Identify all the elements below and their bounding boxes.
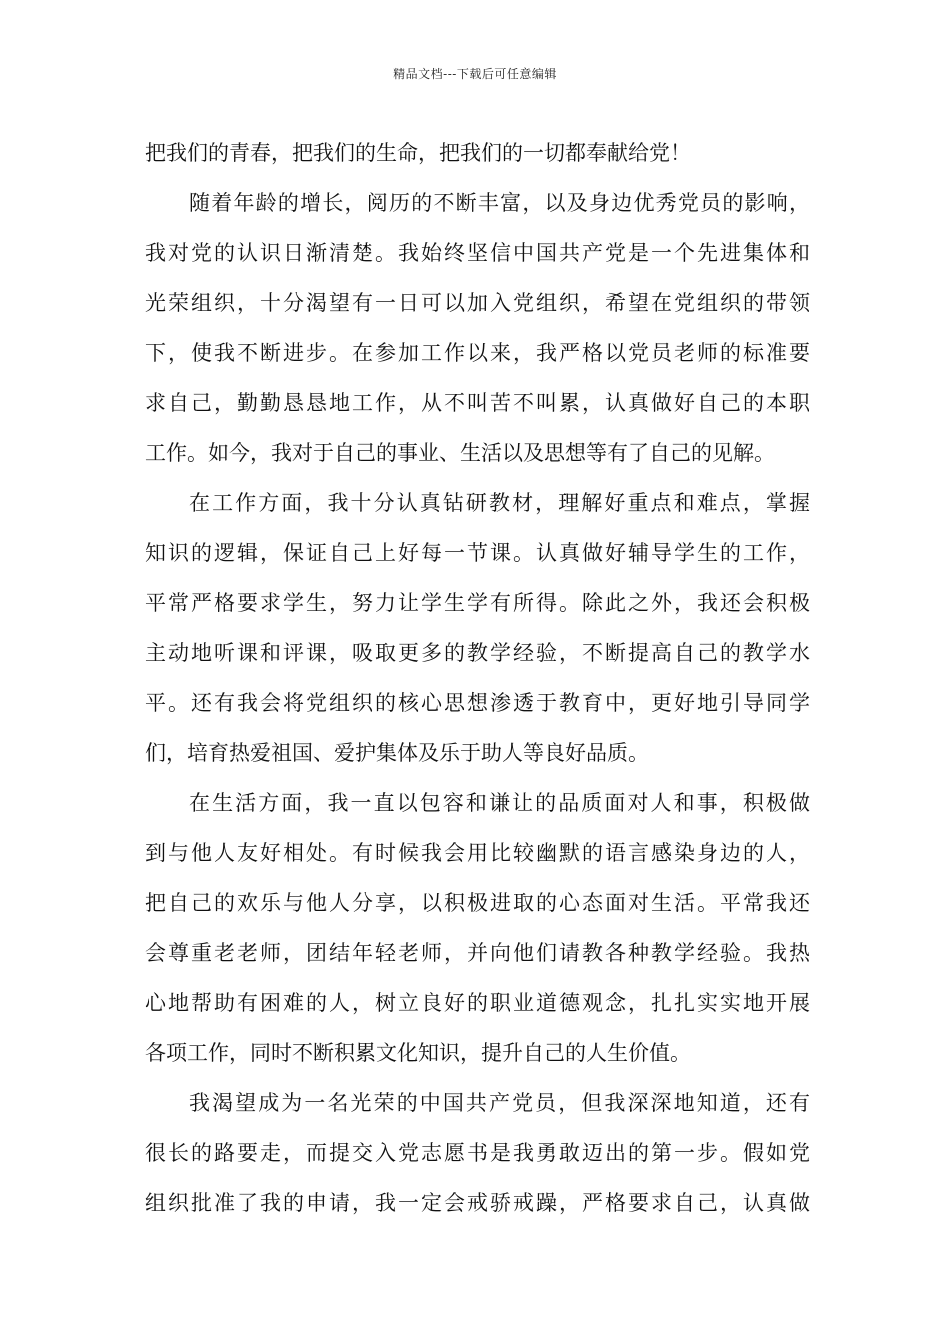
text-line: 在生活方面，我一直以包容和谦让的品质面对人和事，积极做 (189, 791, 810, 815)
text-line: 会尊重老老师，团结年轻老师，并向他们请教各种教学经验。我热 (145, 941, 810, 965)
document-body (145, 128, 810, 1228)
text-line: 知识的逻辑，保证自己上好每一节课。认真做好辅导学生的工作， (145, 541, 810, 565)
text-line: 我对党的认识日渐清楚。我始终坚信中国共产党是一个先进集体和 (145, 241, 810, 265)
text-line: 把我们的青春，把我们的生命，把我们的一切都奉献给党！ (145, 141, 691, 165)
text-line: 下，使我不断进步。在参加工作以来，我严格以党员老师的标准要 (145, 341, 810, 365)
text-line: 各项工作，同时不断积累文化知识，提升自己的人生价值。 (145, 1041, 691, 1065)
text-line: 们，培育热爱祖国、爱护集体及乐于助人等良好品质。 (145, 741, 649, 765)
text-line: 我渴望成为一名光荣的中国共产党员，但我深深地知道，还有 (189, 1091, 810, 1115)
text-line: 平。还有我会将党组织的核心思想渗透于教育中，更好地引导同学 (145, 691, 810, 715)
text-line: 光荣组织，十分渴望有一日可以加入党组织，希望在党组织的带领 (145, 291, 810, 315)
paragraph (145, 478, 810, 778)
paragraph (145, 778, 810, 1078)
text-line: 求自己，勤勤恳恳地工作，从不叫苦不叫累，认真做好自己的本职 (145, 391, 810, 415)
text-line: 工作。如今，我对于自己的事业、生活以及思想等有了自己的见解。 (145, 441, 775, 465)
text-line: 主动地听课和评课，吸取更多的教学经验，不断提高自己的教学水 (145, 641, 810, 665)
text-line: 心地帮助有困难的人，树立良好的职业道德观念，扎扎实实地开展 (145, 991, 810, 1015)
text-line: 很长的路要走，而提交入党志愿书是我勇敢迈出的第一步。假如党 (145, 1141, 810, 1165)
paragraph (145, 1078, 810, 1228)
text-line: 随着年龄的增长，阅历的不断丰富，以及身边优秀党员的影响， (189, 191, 810, 215)
paragraph (145, 178, 810, 478)
text-line: 在工作方面，我十分认真钻研教材，理解好重点和难点，掌握 (189, 491, 810, 515)
page-header: 精品文档---下载后可任意编辑 (393, 67, 557, 81)
text-line: 平常严格要求学生，努力让学生学有所得。除此之外，我还会积极 (145, 591, 810, 615)
text-line: 把自己的欢乐与他人分享，以积极进取的心态面对生活。平常我还 (145, 891, 810, 915)
text-line: 到与他人友好相处。有时候我会用比较幽默的语言感染身边的人， (145, 841, 810, 865)
paragraph (145, 128, 810, 178)
text-line: 组织批准了我的申请，我一定会戒骄戒躁，严格要求自己，认真做 (145, 1191, 810, 1215)
